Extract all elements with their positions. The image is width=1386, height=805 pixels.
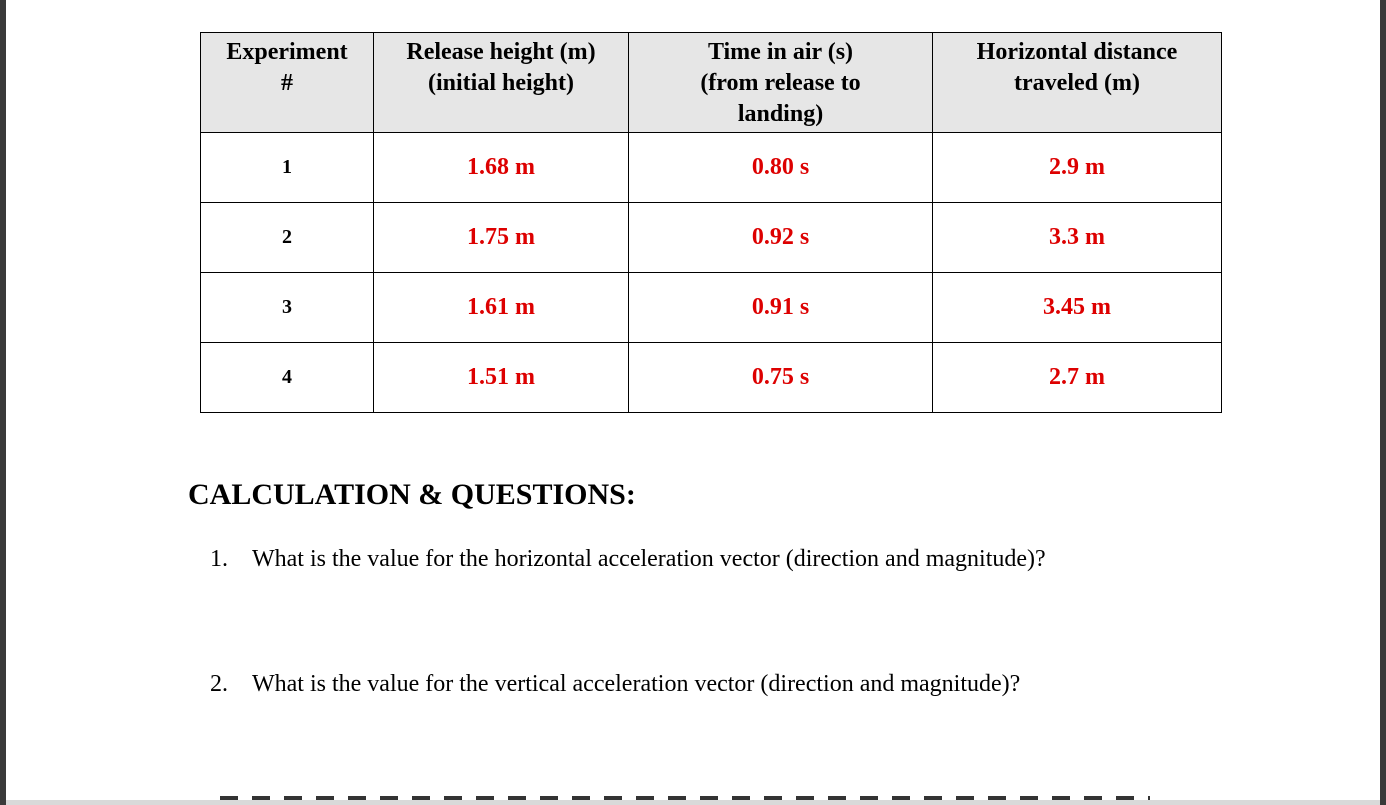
cell-time-in-air: 0.75 s [629, 343, 933, 413]
cell-experiment: 1 [201, 133, 374, 203]
question-number: 1. [210, 546, 228, 572]
cell-horizontal-distance: 2.7 m [933, 343, 1222, 413]
header-line: Time in air (s) [707, 39, 854, 65]
header-line: (initial height) [427, 70, 574, 96]
header-line: Experiment [226, 39, 348, 65]
experiment-data-table [200, 32, 1222, 413]
header-release-height [374, 33, 629, 133]
cell-experiment: 3 [201, 273, 374, 343]
header-line: traveled (m) [1014, 70, 1140, 96]
question-1 [210, 546, 1046, 573]
header-line: Horizontal distance [976, 39, 1178, 65]
cell-horizontal-distance: 3.3 m [933, 203, 1222, 273]
cell-release-height: 1.75 m [374, 203, 629, 273]
question-text: What is the value for the horizontal acceleration vector (direction and magnitude)? [252, 546, 1046, 572]
header-line: Release height (m) [406, 39, 596, 65]
header-horizontal-distance [933, 33, 1222, 133]
cell-horizontal-distance: 2.9 m [933, 133, 1222, 203]
cell-release-height: 1.68 m [374, 133, 629, 203]
cell-experiment: 2 [201, 203, 374, 273]
cell-horizontal-distance: 3.45 m [933, 273, 1222, 343]
section-heading: CALCULATION & QUESTIONS: [188, 478, 636, 511]
header-line: landing) [737, 101, 824, 127]
cell-release-height: 1.61 m [374, 273, 629, 343]
table-row [201, 133, 1222, 203]
header-experiment [201, 33, 374, 133]
cell-time-in-air: 0.80 s [629, 133, 933, 203]
header-line: (from release to [700, 70, 861, 96]
header-time-in-air [629, 33, 933, 133]
table-row [201, 203, 1222, 273]
question-text: What is the value for the vertical acceleration vector (direction and magnitude)? [252, 671, 1021, 697]
cell-experiment: 4 [201, 343, 374, 413]
cut-off-next-question [210, 787, 1210, 800]
header-line: # [281, 70, 293, 96]
document-page [6, 0, 1380, 800]
horizontal-scrollbar-track[interactable] [6, 800, 1380, 805]
cell-time-in-air: 0.92 s [629, 203, 933, 273]
table-header-row [201, 33, 1222, 133]
table-row [201, 343, 1222, 413]
question-number: 2. [210, 671, 228, 697]
viewer-right-border[interactable] [1380, 0, 1386, 805]
question-2 [210, 671, 1020, 698]
table-row [201, 273, 1222, 343]
cell-time-in-air: 0.91 s [629, 273, 933, 343]
cell-release-height: 1.51 m [374, 343, 629, 413]
